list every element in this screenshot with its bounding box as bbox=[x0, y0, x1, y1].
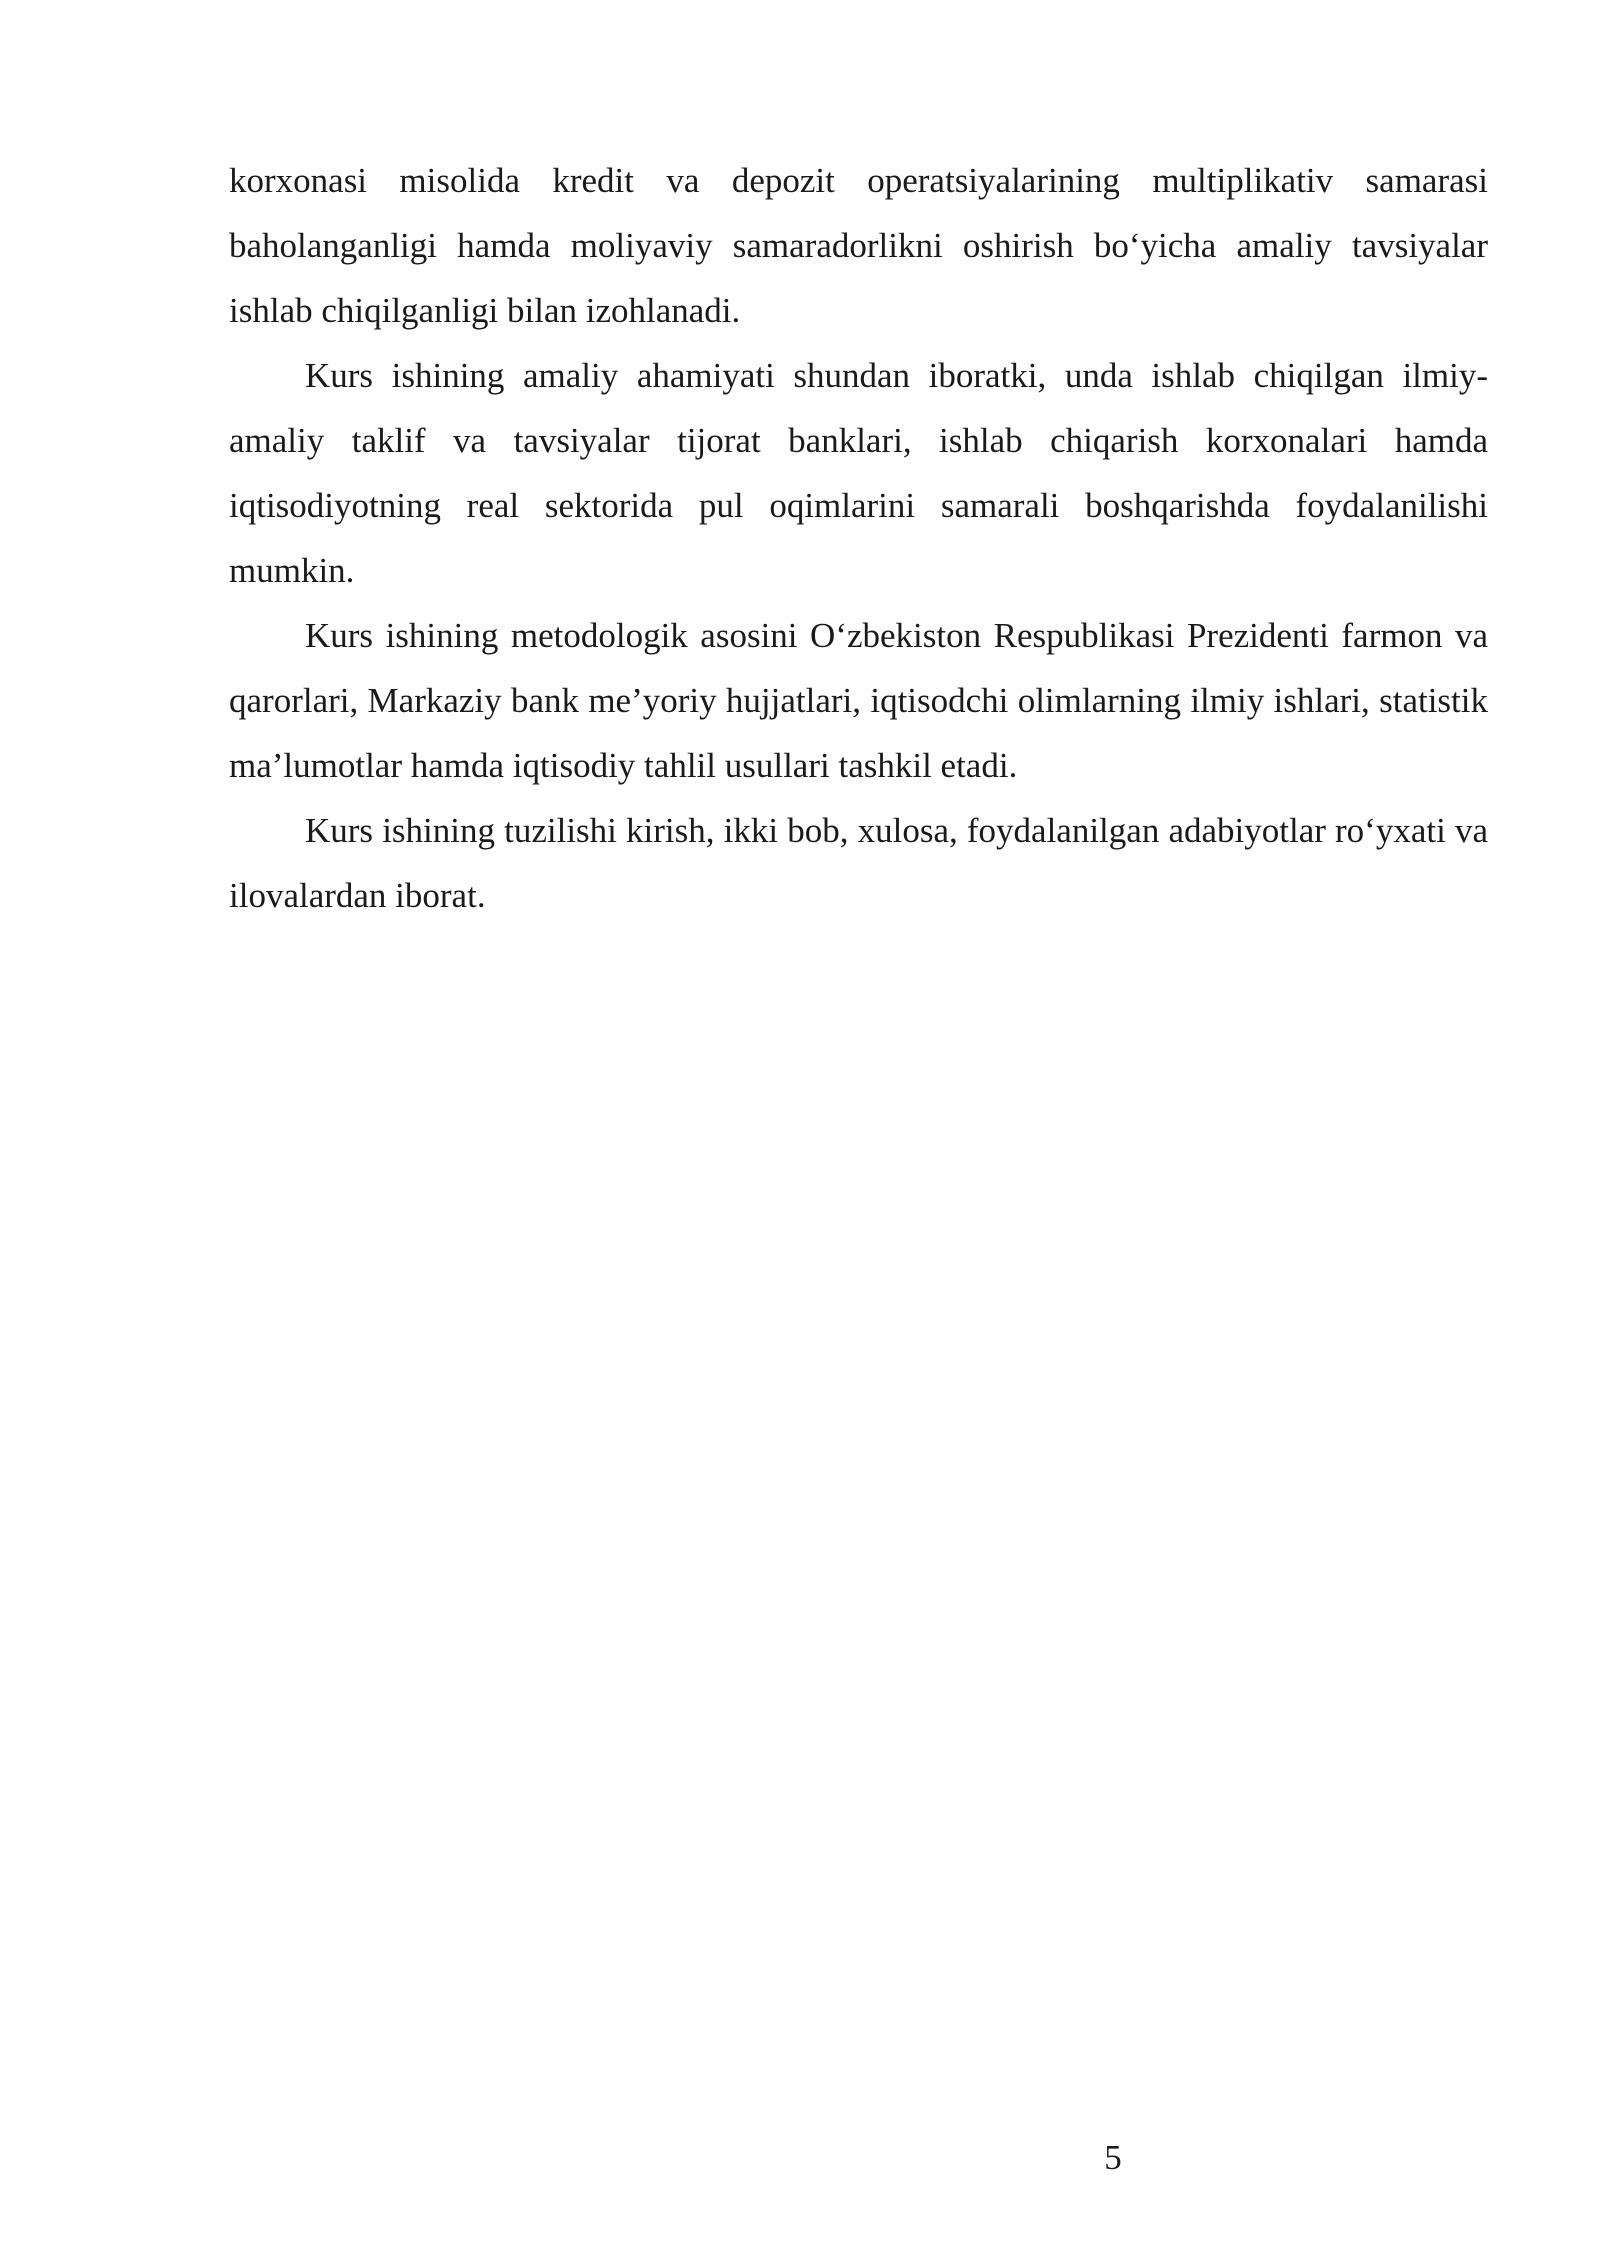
paragraph-continuation: korxonasi misolida kredit va depozit operatsiyalarining multiplikativ samarasi baholanganligi hamda moliyaviy samaradorlikni oshirish bo‘yicha amaliy tavsiyalar ishlab chiqilganligi bilan izohlanadi. bbox=[229, 161, 1488, 330]
paragraph-structure: Kurs ishining tuzilishi kirish, ikki bob, xulosa, foydalanilgan adabiyotlar ro‘yxati va ilovalardan iborat. bbox=[229, 811, 1488, 915]
body-text bbox=[229, 148, 1488, 928]
paragraph-methodological-basis: Kurs ishining metodologik asosini O‘zbekiston Respublikasi Prezidenti farmon va qarorlari, Markaziy bank me’yoriy hujjatlari, iqtisodchi olimlarning ilmiy ishlari, statistik ma’lumotlar hamda iqtisodiy tahlil usullari tashkil etadi. bbox=[229, 616, 1488, 785]
paragraph-practical-significance: Kurs ishining amaliy ahamiyati shundan iboratki, unda ishlab chiqilgan ilmiy-amaliy taklif va tavsiyalar tijorat banklari, ishlab chiqarish korxonalari hamda iqtisodiyotning real sektorida pul oqimlarini samarali boshqarishda foydalanilishi mumkin. bbox=[229, 356, 1488, 590]
page-number: 5 bbox=[1104, 2138, 1122, 2177]
